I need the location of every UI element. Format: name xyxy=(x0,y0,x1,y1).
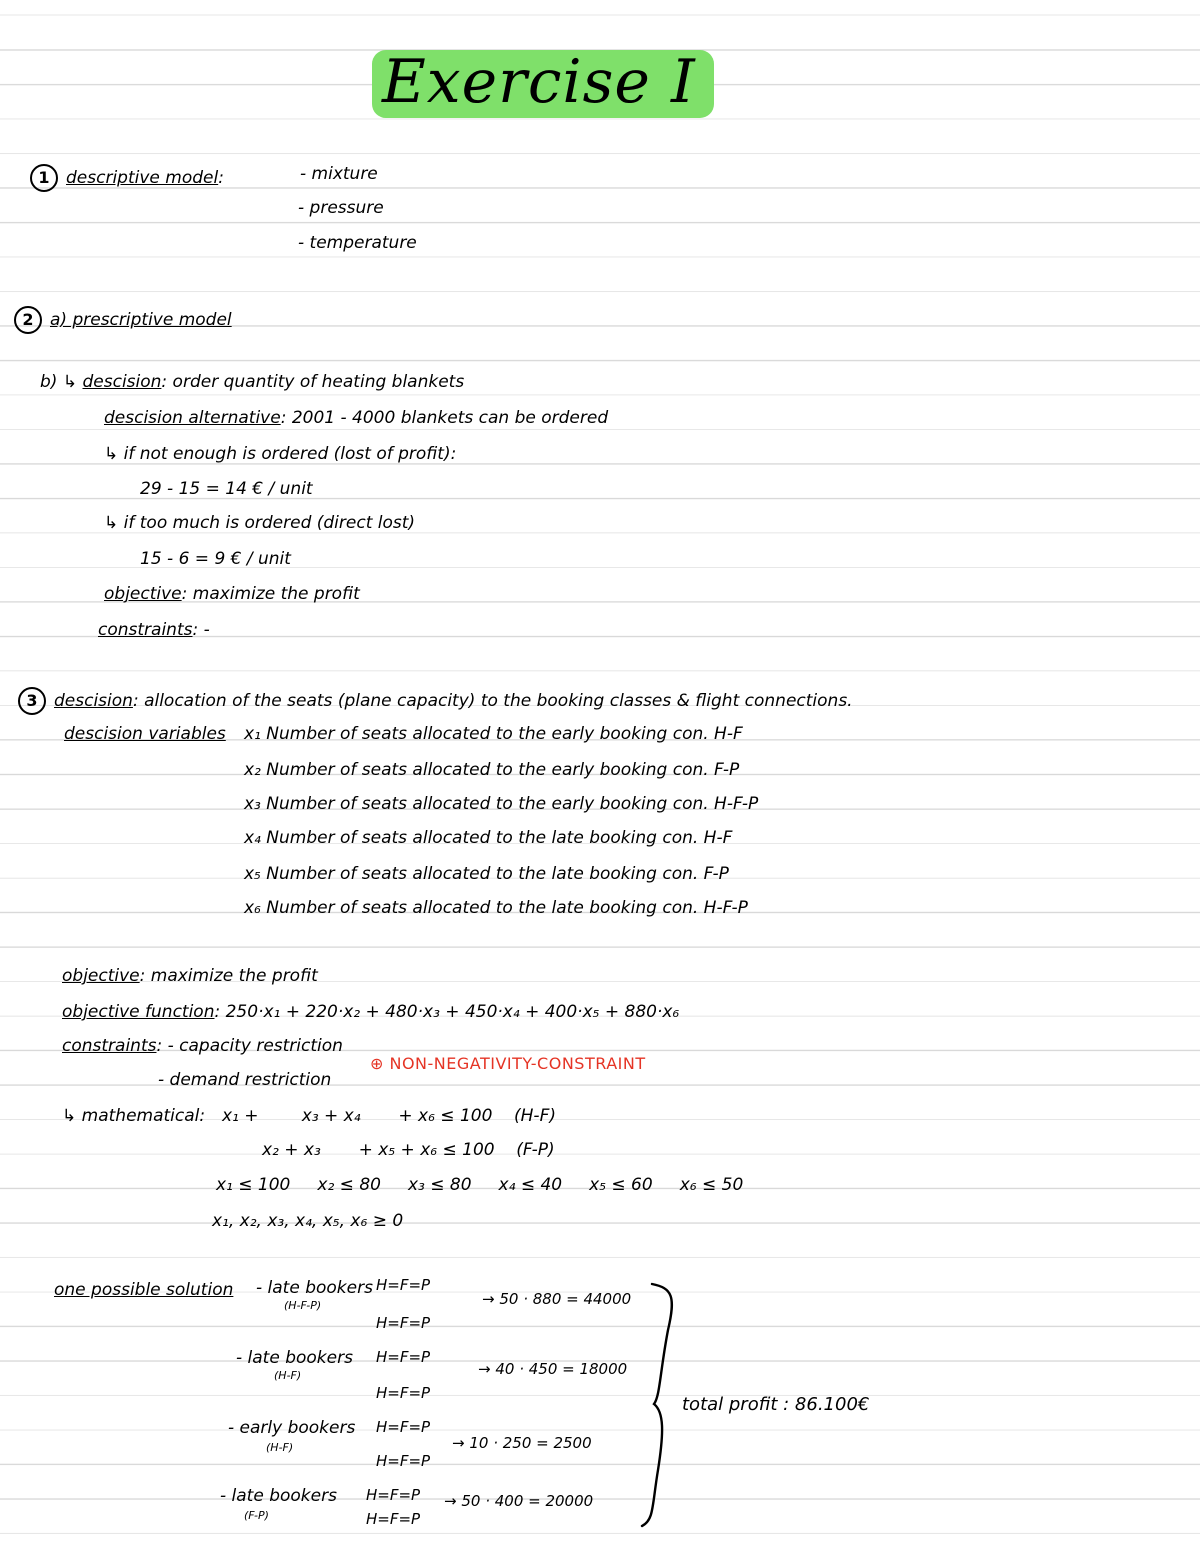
section-3-constraints-key: constraints xyxy=(62,1036,157,1056)
section-1-separator: : xyxy=(218,168,224,188)
demand-restriction: - demand restriction xyxy=(158,1070,332,1090)
section-3-objective-key: objective xyxy=(62,966,140,986)
alternative-text: : 2001 - 4000 blankets can be ordered xyxy=(280,408,609,428)
section-3-decision-key: descision xyxy=(54,691,133,711)
solution-item-3-route-alt: H=F=P xyxy=(376,1452,431,1470)
mathematical-key: ↳ mathematical: xyxy=(62,1106,206,1126)
not-enough-line: ↳ if not enough is ordered (lost of profit): xyxy=(104,444,457,464)
objective-function-text: : 250·x₁ + 220·x₂ + 480·x₃ + 450·x₄ + 400·x₅ + 880·x₆ xyxy=(214,1002,680,1022)
section-2-number: 2 xyxy=(14,306,42,334)
alternative-key: descision alternative xyxy=(104,408,281,428)
variable-x2: x₂ Number of seats allocated to the early booking con. F-P xyxy=(244,760,740,780)
variable-x6: x₆ Number of seats allocated to the late booking con. H-F-P xyxy=(244,898,748,918)
non-negativity-row: x₁, x₂, x₃, x₄, x₅, x₆ ≥ 0 xyxy=(212,1211,404,1231)
variable-x4: x₄ Number of seats allocated to the late booking con. H-F xyxy=(244,828,733,848)
total-profit: total profit : 86.100€ xyxy=(682,1394,870,1415)
too-much-line: ↳ if too much is ordered (direct lost) xyxy=(104,513,416,533)
non-negativity-note: ⊕ NON-NEGATIVITY-CONSTRAINT xyxy=(370,1054,646,1073)
solution-item-1-name: - late bookers xyxy=(256,1278,373,1298)
prescriptive-model-label: a) prescriptive model xyxy=(50,310,232,330)
solution-key: one possible solution xyxy=(54,1280,234,1300)
decision-text: : order quantity of heating blankets xyxy=(161,372,465,392)
page-title: Exercise I xyxy=(372,50,714,118)
solution-item-2-name: - late bookers xyxy=(236,1348,353,1368)
demand-bounds-row: x₁ ≤ 100 x₂ ≤ 80 x₃ ≤ 80 x₄ ≤ 40 x₅ ≤ 60 x₆ ≤ 50 xyxy=(216,1175,744,1195)
decision-key: descision xyxy=(82,372,162,392)
variable-x5: x₅ Number of seats allocated to the late booking con. F-P xyxy=(244,864,729,884)
solution-item-4-route-alt: H=F=P xyxy=(366,1510,421,1528)
constraint-row-fp: x₂ + x₃ + x₅ + x₆ ≤ 100 (F-P) xyxy=(262,1140,555,1160)
solution-item-1-route: H=F=P xyxy=(376,1276,431,1294)
solution-item-3-name: - early bookers xyxy=(228,1418,356,1438)
solution-item-1-calc: → 50 · 880 = 44000 xyxy=(482,1290,632,1308)
solution-item-4-name: - late bookers xyxy=(220,1486,337,1506)
calc-underage: 29 - 15 = 14 € / unit xyxy=(140,479,313,499)
section-3-number: 3 xyxy=(18,687,46,715)
solution-item-2-sub: (H-F) xyxy=(274,1369,302,1382)
objective-key: objective xyxy=(104,584,182,604)
decision-variables-key: descision variables xyxy=(64,724,226,744)
solution-item-2-calc: → 40 · 450 = 18000 xyxy=(478,1360,628,1378)
solution-item-4-route: H=F=P xyxy=(366,1486,421,1504)
variable-x3: x₃ Number of seats allocated to the early booking con. H-F-P xyxy=(244,794,759,814)
objective-text: : maximize the profit xyxy=(181,584,360,604)
constraints-text: : - xyxy=(192,620,210,640)
solution-item-1-sub: (H-F-P) xyxy=(284,1299,322,1312)
objective-function-key: objective function xyxy=(62,1002,215,1022)
capacity-restriction: : - capacity restriction xyxy=(156,1036,343,1056)
variable-x1: x₁ Number of seats allocated to the early booking con. H-F xyxy=(244,724,743,744)
list-item: - pressure xyxy=(298,198,384,218)
solution-item-4-calc: → 50 · 400 = 20000 xyxy=(444,1492,594,1510)
solution-item-2-route-alt: H=F=P xyxy=(376,1384,431,1402)
list-item: - mixture xyxy=(300,164,378,184)
solution-item-2-route: H=F=P xyxy=(376,1348,431,1366)
solution-item-1-route-alt: H=F=P xyxy=(376,1314,431,1332)
constraint-row-hf: x₁ + x₃ + x₄ + x₆ ≤ 100 (H-F) xyxy=(222,1106,556,1126)
solution-item-4-sub: (F-P) xyxy=(244,1509,269,1522)
section-3-objective-text: : maximize the profit xyxy=(139,966,318,986)
descriptive-model-label: descriptive model xyxy=(66,168,219,188)
solution-item-3-route: H=F=P xyxy=(376,1418,431,1436)
calc-overage: 15 - 6 = 9 € / unit xyxy=(140,549,291,569)
constraints-key: constraints xyxy=(98,620,193,640)
section-1-number: 1 xyxy=(30,164,58,192)
list-item: - temperature xyxy=(298,233,417,253)
part-b-prefix: b) ↳ xyxy=(40,372,78,392)
solution-item-3-sub: (H-F) xyxy=(266,1441,294,1454)
solution-item-3-calc: → 10 · 250 = 2500 xyxy=(452,1434,592,1452)
section-3-decision-text: : allocation of the seats (plane capacity) to the booking classes & flight connections. xyxy=(132,691,853,711)
